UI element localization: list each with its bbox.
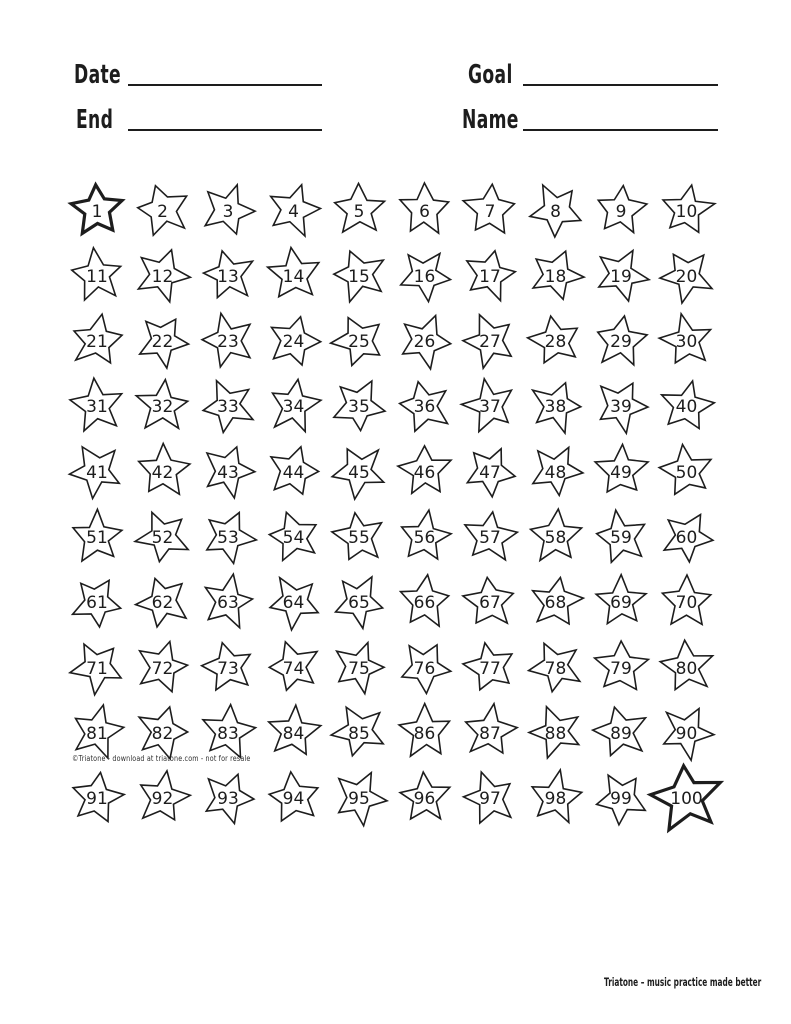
star-cell-72 <box>133 637 193 697</box>
star-number: 67 <box>479 593 501 614</box>
star-number: 62 <box>151 593 174 614</box>
star-number: 56 <box>413 528 436 548</box>
star-cell-45 <box>329 441 389 501</box>
star-number: 47 <box>479 462 501 483</box>
star-cell-35 <box>329 376 389 436</box>
star-cell-85 <box>329 702 389 762</box>
star-cell-71 <box>67 637 127 697</box>
star-cell-52 <box>133 507 193 567</box>
star-number: 90 <box>675 723 698 744</box>
star-cell-49 <box>591 441 651 501</box>
star-number: 44 <box>282 462 305 483</box>
star-cell-94 <box>264 768 324 828</box>
star-cell-76 <box>395 637 455 697</box>
star-number: 83 <box>217 723 239 744</box>
star-number: 70 <box>675 593 698 614</box>
star-number: 24 <box>282 332 305 353</box>
star-cell-48 <box>526 441 586 501</box>
star-cell-12 <box>133 245 193 305</box>
star-cell-40 <box>657 376 717 436</box>
star-cell-50 <box>657 441 717 501</box>
star-number: 38 <box>544 397 567 418</box>
star-cell-10 <box>657 180 717 240</box>
star-number: 36 <box>413 397 436 418</box>
star-number: 23 <box>217 332 239 353</box>
star-number: 35 <box>348 397 370 418</box>
star-number: 16 <box>413 266 436 287</box>
star-number: 86 <box>413 723 436 744</box>
star-number: 98 <box>544 789 567 810</box>
star-cell-70 <box>657 572 717 632</box>
star-cell-27 <box>460 311 520 371</box>
star-cell-28 <box>526 311 586 371</box>
star-cell-80 <box>657 637 717 697</box>
star-number: 63 <box>217 593 239 614</box>
star-number: 73 <box>217 658 239 679</box>
star-number: 2 <box>157 201 168 222</box>
footer-tagline: Triatone – music practice made better <box>604 975 762 989</box>
star-cell-66 <box>395 572 455 632</box>
star-cell-8 <box>526 180 586 240</box>
star-number: 94 <box>282 789 305 810</box>
star-number: 82 <box>151 723 174 744</box>
star-cell-33 <box>198 376 258 436</box>
star-cell-4 <box>264 180 324 240</box>
star-number: 57 <box>479 528 501 548</box>
star-cell-62 <box>133 572 193 632</box>
star-cell-55 <box>329 507 389 567</box>
star-cell-75 <box>329 637 389 697</box>
star-cell-99 <box>591 768 651 828</box>
star-number: 4 <box>288 201 299 222</box>
star-cell-36 <box>395 376 455 436</box>
star-number: 5 <box>353 201 365 222</box>
star-cell-19 <box>591 245 651 305</box>
star-cell-77 <box>460 637 520 697</box>
star-number: 48 <box>544 462 567 483</box>
star-cell-3 <box>198 180 258 240</box>
star-cell-21 <box>67 311 127 371</box>
star-number: 64 <box>282 593 305 614</box>
star-number: 84 <box>282 723 305 744</box>
star-cell-1 <box>67 180 127 240</box>
star-cell-7 <box>460 180 520 240</box>
star-number: 50 <box>675 462 698 483</box>
star-number: 54 <box>282 528 305 548</box>
star-cell-100 <box>657 768 717 828</box>
star-number: 41 <box>86 462 108 483</box>
star-cell-13 <box>198 245 258 305</box>
star-number: 21 <box>86 332 108 353</box>
star-cell-78 <box>526 637 586 697</box>
star-number: 8 <box>550 201 561 222</box>
star-number: 59 <box>610 528 632 548</box>
star-number: 65 <box>348 593 370 614</box>
star-cell-20 <box>657 245 717 305</box>
star-number: 89 <box>610 723 632 744</box>
star-cell-44 <box>264 441 324 501</box>
star-number: 30 <box>675 332 698 353</box>
star-number: 28 <box>544 332 567 353</box>
star-number: 45 <box>348 462 370 483</box>
star-cell-92 <box>133 768 193 828</box>
star-number: 19 <box>610 266 632 287</box>
star-number: 78 <box>544 658 567 679</box>
star-number: 13 <box>217 266 239 287</box>
star-cell-89 <box>591 702 651 762</box>
star-number: 66 <box>413 593 436 614</box>
star-cell-68 <box>526 572 586 632</box>
star-number: 3 <box>222 201 234 222</box>
star-number: 69 <box>610 593 632 614</box>
star-number: 33 <box>217 397 239 418</box>
star-number: 22 <box>151 332 174 353</box>
star-cell-39 <box>591 376 651 436</box>
star-cell-91 <box>67 768 127 828</box>
star-number: 39 <box>610 397 632 418</box>
star-number: 95 <box>348 789 370 810</box>
star-number: 72 <box>151 658 174 679</box>
star-number: 20 <box>675 266 698 287</box>
star-number: 40 <box>675 397 698 418</box>
star-cell-25 <box>329 311 389 371</box>
star-number: 42 <box>151 462 174 483</box>
star-cell-23 <box>198 311 258 371</box>
star-number: 43 <box>217 462 239 483</box>
star-cell-69 <box>591 572 651 632</box>
star-cell-54 <box>264 507 324 567</box>
star-number: 15 <box>348 266 370 287</box>
star-number: 53 <box>217 528 239 548</box>
star-cell-17 <box>460 245 520 305</box>
star-number: 100 <box>670 789 703 810</box>
star-cell-87 <box>460 702 520 762</box>
star-number: 32 <box>151 397 174 418</box>
star-cell-5 <box>329 180 389 240</box>
star-number: 52 <box>151 528 174 548</box>
star-number: 34 <box>282 397 305 418</box>
star-number: 91 <box>86 789 108 810</box>
star-cell-98 <box>526 768 586 828</box>
star-number: 77 <box>479 658 501 679</box>
star-number: 12 <box>151 266 174 287</box>
star-cell-41 <box>67 441 127 501</box>
copyright-notice: ©Triatone - download at triatone.com - not for resale <box>72 754 251 763</box>
star-number: 76 <box>413 658 436 679</box>
field-name-label: Name <box>462 105 519 135</box>
star-cell-95 <box>329 768 389 828</box>
star-number: 61 <box>86 593 108 614</box>
star-number: 31 <box>86 397 108 418</box>
star-cell-56 <box>395 507 455 567</box>
star-cell-14 <box>264 245 324 305</box>
field-goal-label: Goal <box>468 60 513 90</box>
star-cell-59 <box>591 507 651 567</box>
star-cell-53 <box>198 507 258 567</box>
star-cell-30 <box>657 311 717 371</box>
star-cell-96 <box>395 768 455 828</box>
star-number: 79 <box>610 658 632 679</box>
star-cell-18 <box>526 245 586 305</box>
star-number: 6 <box>419 201 430 222</box>
star-number: 81 <box>86 723 108 744</box>
star-cell-61 <box>67 572 127 632</box>
star-number: 46 <box>413 462 436 483</box>
star-cell-58 <box>526 507 586 567</box>
star-cell-6 <box>395 180 455 240</box>
star-cell-51 <box>67 507 127 567</box>
star-number: 93 <box>217 789 239 810</box>
star-number: 55 <box>348 528 370 548</box>
star-cell-93 <box>198 768 258 828</box>
star-number: 26 <box>413 332 436 353</box>
star-number: 87 <box>479 723 501 744</box>
star-cell-63 <box>198 572 258 632</box>
star-cell-42 <box>133 441 193 501</box>
star-number: 75 <box>348 658 370 679</box>
star-cell-37 <box>460 376 520 436</box>
star-number: 10 <box>675 201 698 222</box>
star-cell-60 <box>657 507 717 567</box>
star-cell-47 <box>460 441 520 501</box>
star-cell-86 <box>395 702 455 762</box>
star-cell-22 <box>133 311 193 371</box>
star-number: 92 <box>151 789 174 810</box>
star-cell-11 <box>67 245 127 305</box>
star-cell-74 <box>264 637 324 697</box>
star-number: 74 <box>282 658 305 679</box>
star-cell-79 <box>591 637 651 697</box>
star-number: 37 <box>479 397 501 418</box>
field-end-label: End <box>76 105 114 135</box>
star-cell-31 <box>67 376 127 436</box>
star-number: 11 <box>86 266 108 287</box>
star-cell-29 <box>591 311 651 371</box>
star-cell-46 <box>395 441 455 501</box>
star-number: 58 <box>544 528 567 548</box>
star-number: 96 <box>413 789 436 810</box>
star-cell-67 <box>460 572 520 632</box>
star-cell-15 <box>329 245 389 305</box>
star-cell-90 <box>657 702 717 762</box>
star-cell-34 <box>264 376 324 436</box>
star-cell-2 <box>133 180 193 240</box>
star-number: 25 <box>348 332 370 353</box>
star-number: 14 <box>282 266 305 287</box>
star-number: 18 <box>544 266 567 287</box>
field-date-label: Date <box>74 60 121 90</box>
star-number: 88 <box>544 723 567 744</box>
star-cell-32 <box>133 376 193 436</box>
star-number: 49 <box>610 462 632 483</box>
star-cell-9 <box>591 180 651 240</box>
star-number: 17 <box>479 266 501 287</box>
star-number: 51 <box>86 528 108 548</box>
star-number: 85 <box>348 723 370 744</box>
star-cell-65 <box>329 572 389 632</box>
star-number: 9 <box>615 201 627 222</box>
star-number: 99 <box>610 789 632 810</box>
star-cell-16 <box>395 245 455 305</box>
star-cell-57 <box>460 507 520 567</box>
star-cell-97 <box>460 768 520 828</box>
star-number: 27 <box>479 332 501 353</box>
star-cell-73 <box>198 637 258 697</box>
star-number: 29 <box>610 332 632 353</box>
star-cell-24 <box>264 311 324 371</box>
star-cell-43 <box>198 441 258 501</box>
star-number: 97 <box>479 789 501 810</box>
star-number: 60 <box>675 528 698 548</box>
star-cell-88 <box>526 702 586 762</box>
star-number: 7 <box>484 201 496 222</box>
star-number: 1 <box>91 201 103 222</box>
star-cell-64 <box>264 572 324 632</box>
star-cell-38 <box>526 376 586 436</box>
star-number: 68 <box>544 593 567 614</box>
star-number: 71 <box>86 658 108 679</box>
star-cell-26 <box>395 311 455 371</box>
star-cell-84 <box>264 702 324 762</box>
star-number: 80 <box>675 658 698 679</box>
